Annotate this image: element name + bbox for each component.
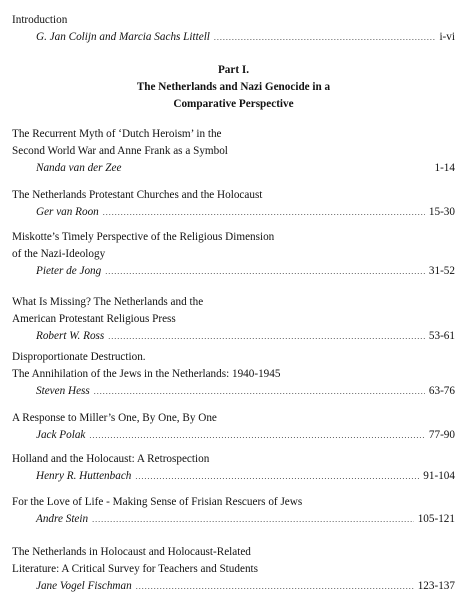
entry-author: Steven Hess [36,385,90,397]
toc-entry [12,349,455,400]
toc-entry [12,126,455,177]
entry-pages: 53-61 [428,330,455,342]
entry-author-row [12,468,455,485]
dot-leader [214,29,436,46]
entry-title-line: Second World War and Anne Frank as a Symbol [12,145,228,157]
dot-leader [94,383,425,400]
entry-author-row [12,328,455,345]
entry-title: Introduction [12,14,68,26]
entry-author: Pieter de Jong [36,265,102,277]
entry-author-row [12,511,455,528]
part-title-line2: Comparative Perspective [173,98,294,110]
entry-author: Henry R. Huttenbach [36,470,132,482]
entry-author-row [12,263,455,280]
entry-title-line: American Protestant Religious Press [12,313,176,325]
entry-pages: 105-121 [417,513,455,525]
entry-author: Andre Stein [36,513,89,525]
dot-leader [103,204,425,221]
toc-entry [12,451,455,485]
entry-title-line: Disproportionate Destruction. [12,351,146,363]
entry-title-line: Holland and the Holocaust: A Retrospection [12,453,210,465]
entry-author-row [12,29,455,46]
entry-title-line: Literature: A Critical Survey for Teachers and Students [12,563,258,575]
entry-pages: 1-14 [434,162,455,174]
dot-leader [136,578,414,595]
entry-title-line: Miskotte’s Timely Perspective of the Religious Dimension [12,231,275,243]
entry-title-line: of the Nazi-Ideology [12,248,106,260]
entry-pages: 77-90 [428,429,455,441]
dot-leader [135,468,419,485]
entry-author: Ger van Roon [36,206,99,218]
entry-author-row [12,383,455,400]
part-label: Part I. [217,64,250,76]
toc-entry [12,410,455,444]
entry-title-line: The Netherlands Protestant Churches and the Holocaust [12,189,263,201]
entry-author: Jane Vogel Fischman [36,580,132,592]
dot-leader [89,427,425,444]
entry-title-line: The Netherlands in Holocaust and Holocaust-Related [12,546,251,558]
entry-pages: 15-30 [428,206,455,218]
entry-author: Jack Polak [36,429,86,441]
entry-pages: i-vi [439,31,455,43]
entry-author: Robert W. Ross [36,330,105,342]
part-title-line1: The Netherlands and Nazi Genocide in a [136,81,331,93]
entry-author: G. Jan Colijn and Marcia Sachs Littell [36,31,210,43]
toc-entry [12,544,455,595]
entry-author-row [12,160,455,177]
entry-author-row [12,204,455,221]
dot-leader [108,328,425,345]
toc-entry [12,494,455,528]
toc-entry [12,294,455,345]
entry-title-line: The Recurrent Myth of ‘Dutch Heroism’ in the [12,128,222,140]
dot-leader [105,263,425,280]
entry-title-line: For the Love of Life - Making Sense of Frisian Rescuers of Jews [12,496,303,508]
entry-title-line: What Is Missing? The Netherlands and the [12,296,204,308]
entry-author: Nanda van der Zee [36,162,122,174]
dot-leader [92,511,414,528]
entry-title-line: A Response to Miller’s One, By One, By One [12,412,217,424]
entry-title-line: The Annihilation of the Jews in the Netherlands: 1940-1945 [12,368,281,380]
toc-entry [12,229,455,280]
entry-pages: 123-137 [417,580,455,592]
part-heading [12,62,455,113]
entry-pages: 91-104 [423,470,455,482]
toc-entry-introduction [12,12,455,46]
entry-author-row [12,578,455,595]
entry-pages: 63-76 [428,385,455,397]
entry-pages: 31-52 [428,265,455,277]
toc-entry [12,187,455,221]
entry-author-row [12,427,455,444]
